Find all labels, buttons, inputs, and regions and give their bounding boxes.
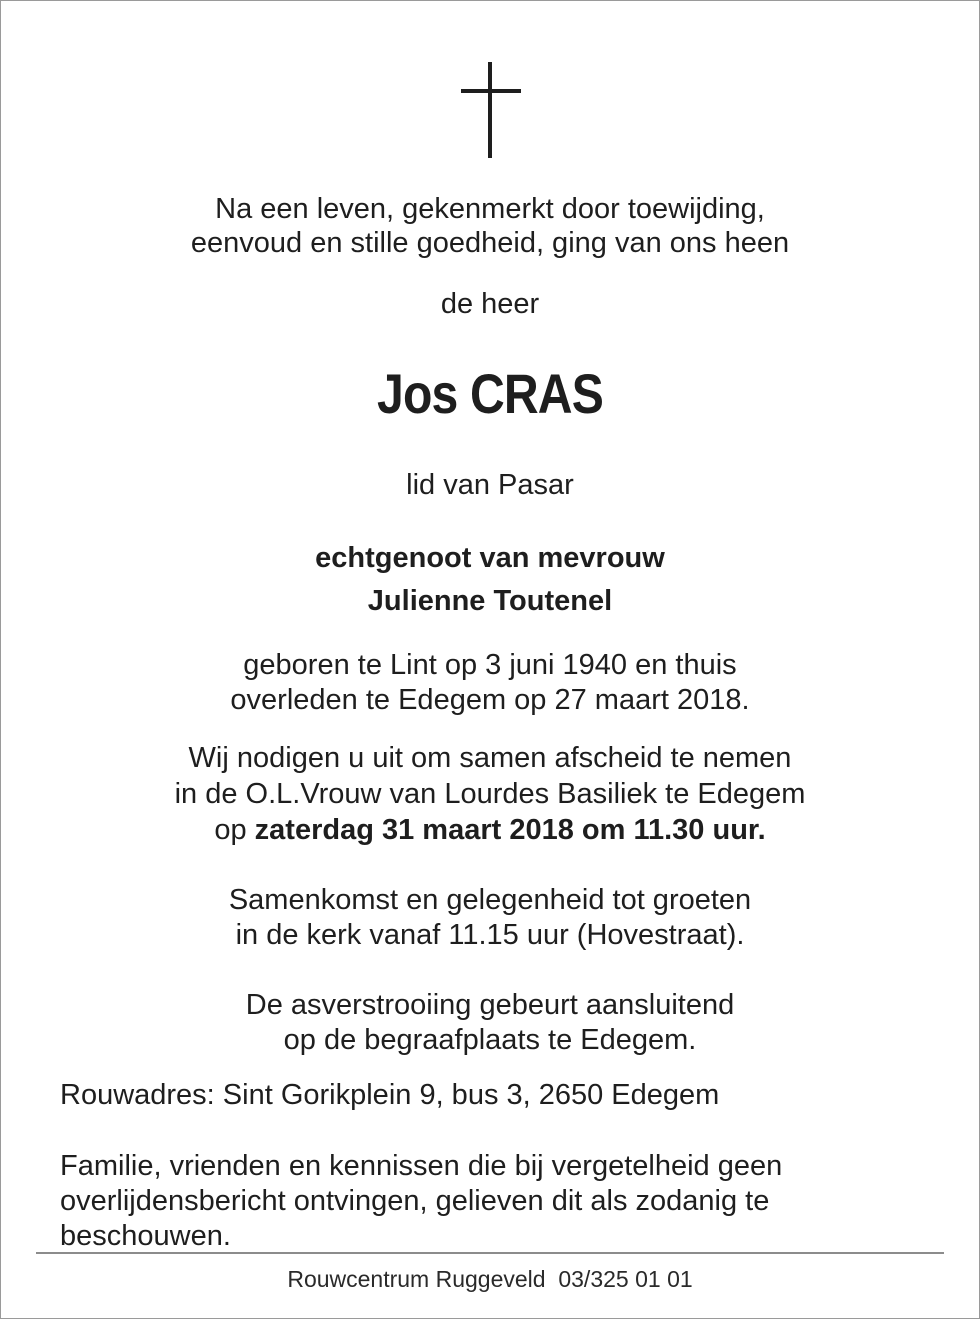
ceremony-line-2: in de O.L.Vrouw van Lourdes Basiliek te Edegem: [174, 778, 806, 810]
spouse-name: Julienne Toutenel: [367, 585, 613, 617]
notice-line-1: Familie, vrienden en kennissen die bij vergetelheid geen: [60, 1150, 783, 1182]
cross-icon: [461, 62, 521, 158]
footer-divider: [36, 1252, 944, 1254]
intro-line-2: eenvoud en stille goedheid, ging van ons heen: [190, 227, 790, 259]
mourning-address: Rouwadres: Sint Gorikplein 9, bus 3, 2650 Edegem: [60, 1079, 720, 1111]
spouse-line-1: echtgenoot van mevrouw: [315, 542, 665, 574]
funeral-home-footer: Rouwcentrum Ruggeveld 03/325 01 01: [287, 1266, 693, 1292]
death-line: overleden te Edegem op 27 maart 2018.: [230, 684, 750, 716]
ceremony-date: zaterdag 31 maart 2018 om 11.30 uur.: [254, 814, 766, 846]
intro-line-1: Na een leven, gekenmerkt door toewijding,: [215, 193, 765, 225]
ceremony-line-1: Wij nodigen u uit om samen afscheid te nemen: [188, 742, 792, 774]
ceremony-line-3: [0, 813, 980, 847]
ashes-line-2: op de begraafplaats te Edegem.: [283, 1024, 697, 1056]
deceased-name: Jos CRAS: [377, 362, 603, 425]
notice-line-3: beschouwen.: [60, 1220, 231, 1252]
ashes-line-1: De asverstrooiing gebeurt aansluitend: [245, 989, 735, 1021]
gathering-line-2: in de kerk vanaf 11.15 uur (Hovestraat).: [235, 919, 745, 951]
title-prefix: de heer: [440, 288, 540, 320]
birth-line: geboren te Lint op 3 juni 1940 en thuis: [243, 649, 737, 681]
ceremony-date-prefix: op: [214, 814, 255, 846]
membership: lid van Pasar: [406, 469, 574, 501]
gathering-line-1: Samenkomst en gelegenheid tot groeten: [228, 884, 752, 916]
notice-line-2: overlijdensbericht ontvingen, gelieven dit als zodanig te: [60, 1185, 770, 1217]
